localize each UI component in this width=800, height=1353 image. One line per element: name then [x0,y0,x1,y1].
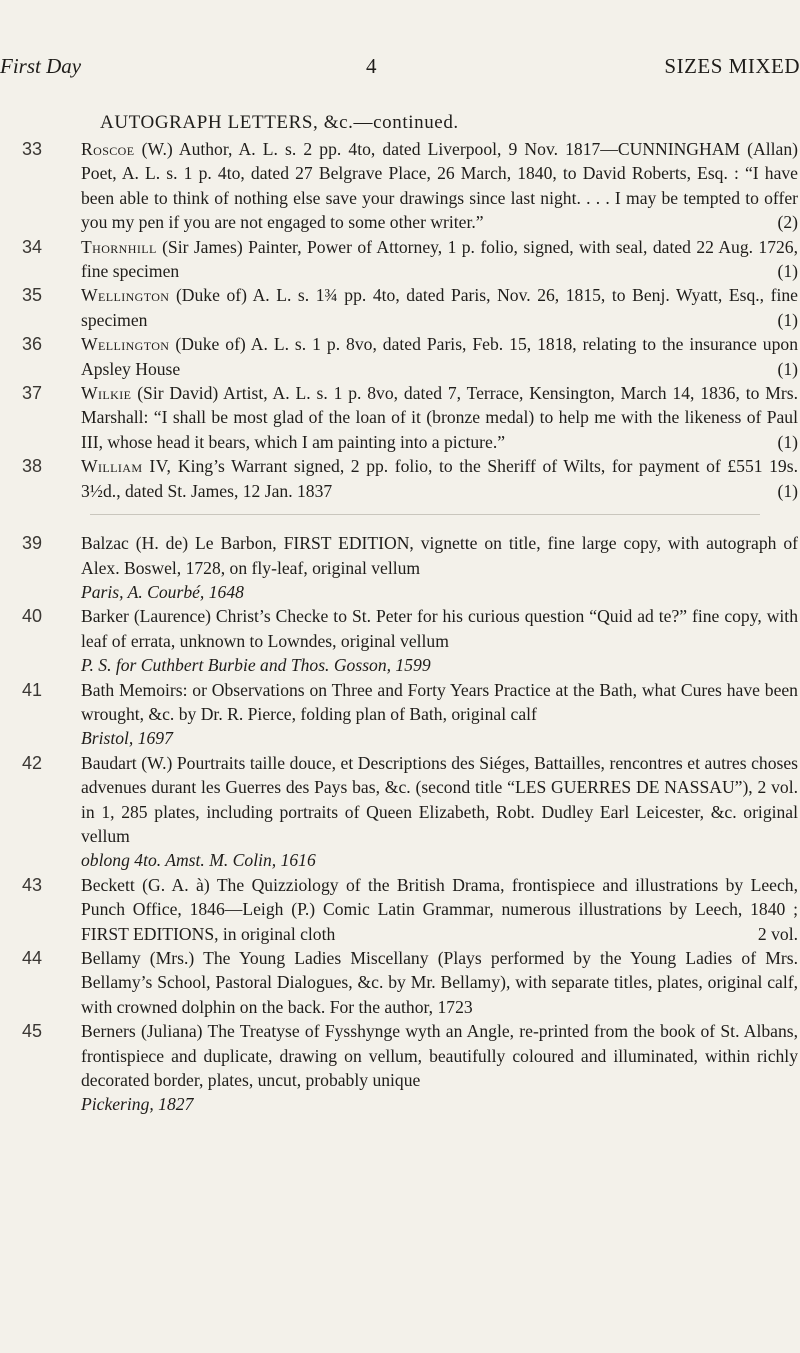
lot-description: (W.) Author, A. L. s. 2 pp. 4to, dated Liverpool, 9 Nov. 1817—CUNNINGHAM (Allan) Poet, A. L. s. 1 p. 4to, dated 27 Belgrave Place, 26 March, 1840, to David Roberts, Esq. : “I have been able to think of nothing else save your drawings since last night. . . . I may be tempted to offer you my pen if you are not engaged to some other writer.” [81,139,798,233]
lot-list [0,137,800,1117]
lot-lead: Thornhill [81,236,157,257]
lot-lead: Baudart [81,752,137,773]
lot-imprint: Bristol, 1697 [81,728,173,749]
lot-description: (Duke of) A. L. s. 1 p. 8vo, dated Paris, Feb. 15, 1818, relating to the insurance upon Apsley House [81,334,798,379]
running-head-day: First Day [0,54,82,78]
lot-number: 42 [22,752,43,773]
lot-description: (Duke of) A. L. s. 1¾ pp. 4to, dated Paris, Nov. 26, 1815, to Benj. Wyatt, Esq., fine specimen [81,285,798,330]
section-divider [90,514,760,515]
lot-number: 35 [22,285,43,306]
lot-description: (Juliana) The Treatyse of Fysshynge wyth an Angle, re-printed from the book of St. Albans, frontispiece and duplicate, drawing on vellum, beautifully coloured and illuminated, within richly decorated border, plates, uncut, probably unique [81,1021,798,1091]
lot-lead: Bellamy [81,948,141,968]
lot-entry [0,283,800,332]
lot-description: (Laurence) Christ’s Checke to St. Peter for his curious question “Quid ad te?” fine copy, with leaf of errata, unknown to Lowndes, original vellum [81,606,798,651]
running-head-section: SIZES MIXED [664,54,800,78]
lot-description: (Mrs.) The Young Ladies Miscellany (Plays performed by the Young Ladies of Mrs. Bellamy’s School, Pastoral Dialogues, &c. by Mr. Bellamy), with separate titles, plates, original calf, with crowned dolphin on the back. For the author, 1723 [81,948,798,1017]
lot-description: (Sir James) Painter, Power of Attorney, 1 p. folio, signed, with seal, dated 22 Aug. 1726, fine specimen [81,236,798,282]
lot-lead: Bath [81,679,115,700]
lot-entry [0,332,800,381]
lot-quantity: (1) [777,309,798,330]
lot-entry [0,235,800,284]
lot-description: (G. A. à) The Quizziology of the British Drama, frontispiece and illustrations by Leech, Punch Office, 1846—Leigh (P.) Comic Latin Grammar, numerous illustrations by Leech, 1840 ; FIRST EDITIONS, in original cloth [81,874,798,944]
lot-quantity: (1) [777,261,798,282]
lot-entry [0,137,800,235]
lot-lead: Beckett [81,874,135,895]
lot-description: (Sir David) Artist, A. L. s. 1 p. 8vo, dated 7, Terrace, Kensington, March 14, 1836, to Mrs. Marshall: “I shall be most glad of the loan of it (bronze medal) to help me with the likeness of Paul III, whose head it bears, which I am painting into a picture.” [81,383,798,452]
lot-number: 37 [22,383,43,404]
lot-lead: Roscoe [81,139,135,159]
lot-imprint: oblong 4to. Amst. M. Colin, 1616 [81,850,316,871]
lot-number: 38 [22,456,43,477]
page-number: 4 [366,54,377,78]
lot-entry [0,873,800,946]
lot-description: King’s Warrant signed, 2 pp. folio, to the Sheriff of Wilts, for payment of £551 19s. 3½d., dated St. James, 12 Jan. 1837 [81,456,798,501]
lot-entry [0,381,800,454]
lot-lead: Balzac [81,533,129,554]
lot-number: 39 [22,533,43,554]
lot-lead: William IV, [81,456,172,477]
lot-number: 36 [22,334,43,355]
lot-quantity: (2) [777,212,798,233]
lot-quantity: (1) [777,358,798,379]
lot-description: (H. de) Le Barbon, FIRST EDITION, vignette on title, fine large copy, with autograph of Alex. Boswel, 1728, on fly-leaf, original vellum [81,533,798,578]
lot-imprint: Pickering, 1827 [81,1094,194,1115]
section-heading: AUTOGRAPH LETTERS, &c.—continued. [100,112,459,133]
lot-lead: Wellington [81,334,170,355]
lot-lead: Barker [81,606,129,627]
lot-number: 44 [22,948,43,968]
lot-entry [0,604,800,677]
lot-imprint: Paris, A. Courbé, 1648 [81,581,244,602]
lot-imprint: P. S. for Cuthbert Burbie and Thos. Gosson, 1599 [81,655,431,676]
lot-number: 45 [22,1021,43,1042]
lot-entry [0,531,800,604]
lot-lead: Wilkie [81,383,132,404]
lot-entry [0,678,800,751]
lot-number: 33 [22,139,43,159]
lot-quantity: (1) [777,480,798,501]
lot-lead: Wellington [81,285,170,306]
lot-entry [0,946,800,1019]
lot-entry [0,751,800,873]
lot-number: 34 [22,236,43,257]
lot-description: Memoirs: or Observations on Three and Forty Years Practice at the Bath, what Cures have been wrought, &c. by Dr. R. Pierce, folding plan of Bath, original calf [81,679,798,724]
lot-quantity: 2 vol. [757,923,798,944]
lot-quantity: (1) [777,431,798,452]
lot-number: 40 [22,606,43,627]
lot-entry [0,1019,800,1117]
lot-entry [0,454,800,503]
lot-number: 41 [22,679,43,700]
lot-lead: Berners [81,1021,136,1042]
running-head [0,54,800,84]
lot-number: 43 [22,874,43,895]
lot-description: (W.) Pourtraits taille douce, et Descriptions des Siéges, Battailles, rencontres et autres choses advenues durant les Guerres des Pays bas, &c. (second title “LES GUERRES DE NASSAU”), 2 vol. in 1, 285 plates, including portraits of Queen Elizabeth, Robt. Dudley Earl Leicester, &c. original vellum [81,752,798,846]
